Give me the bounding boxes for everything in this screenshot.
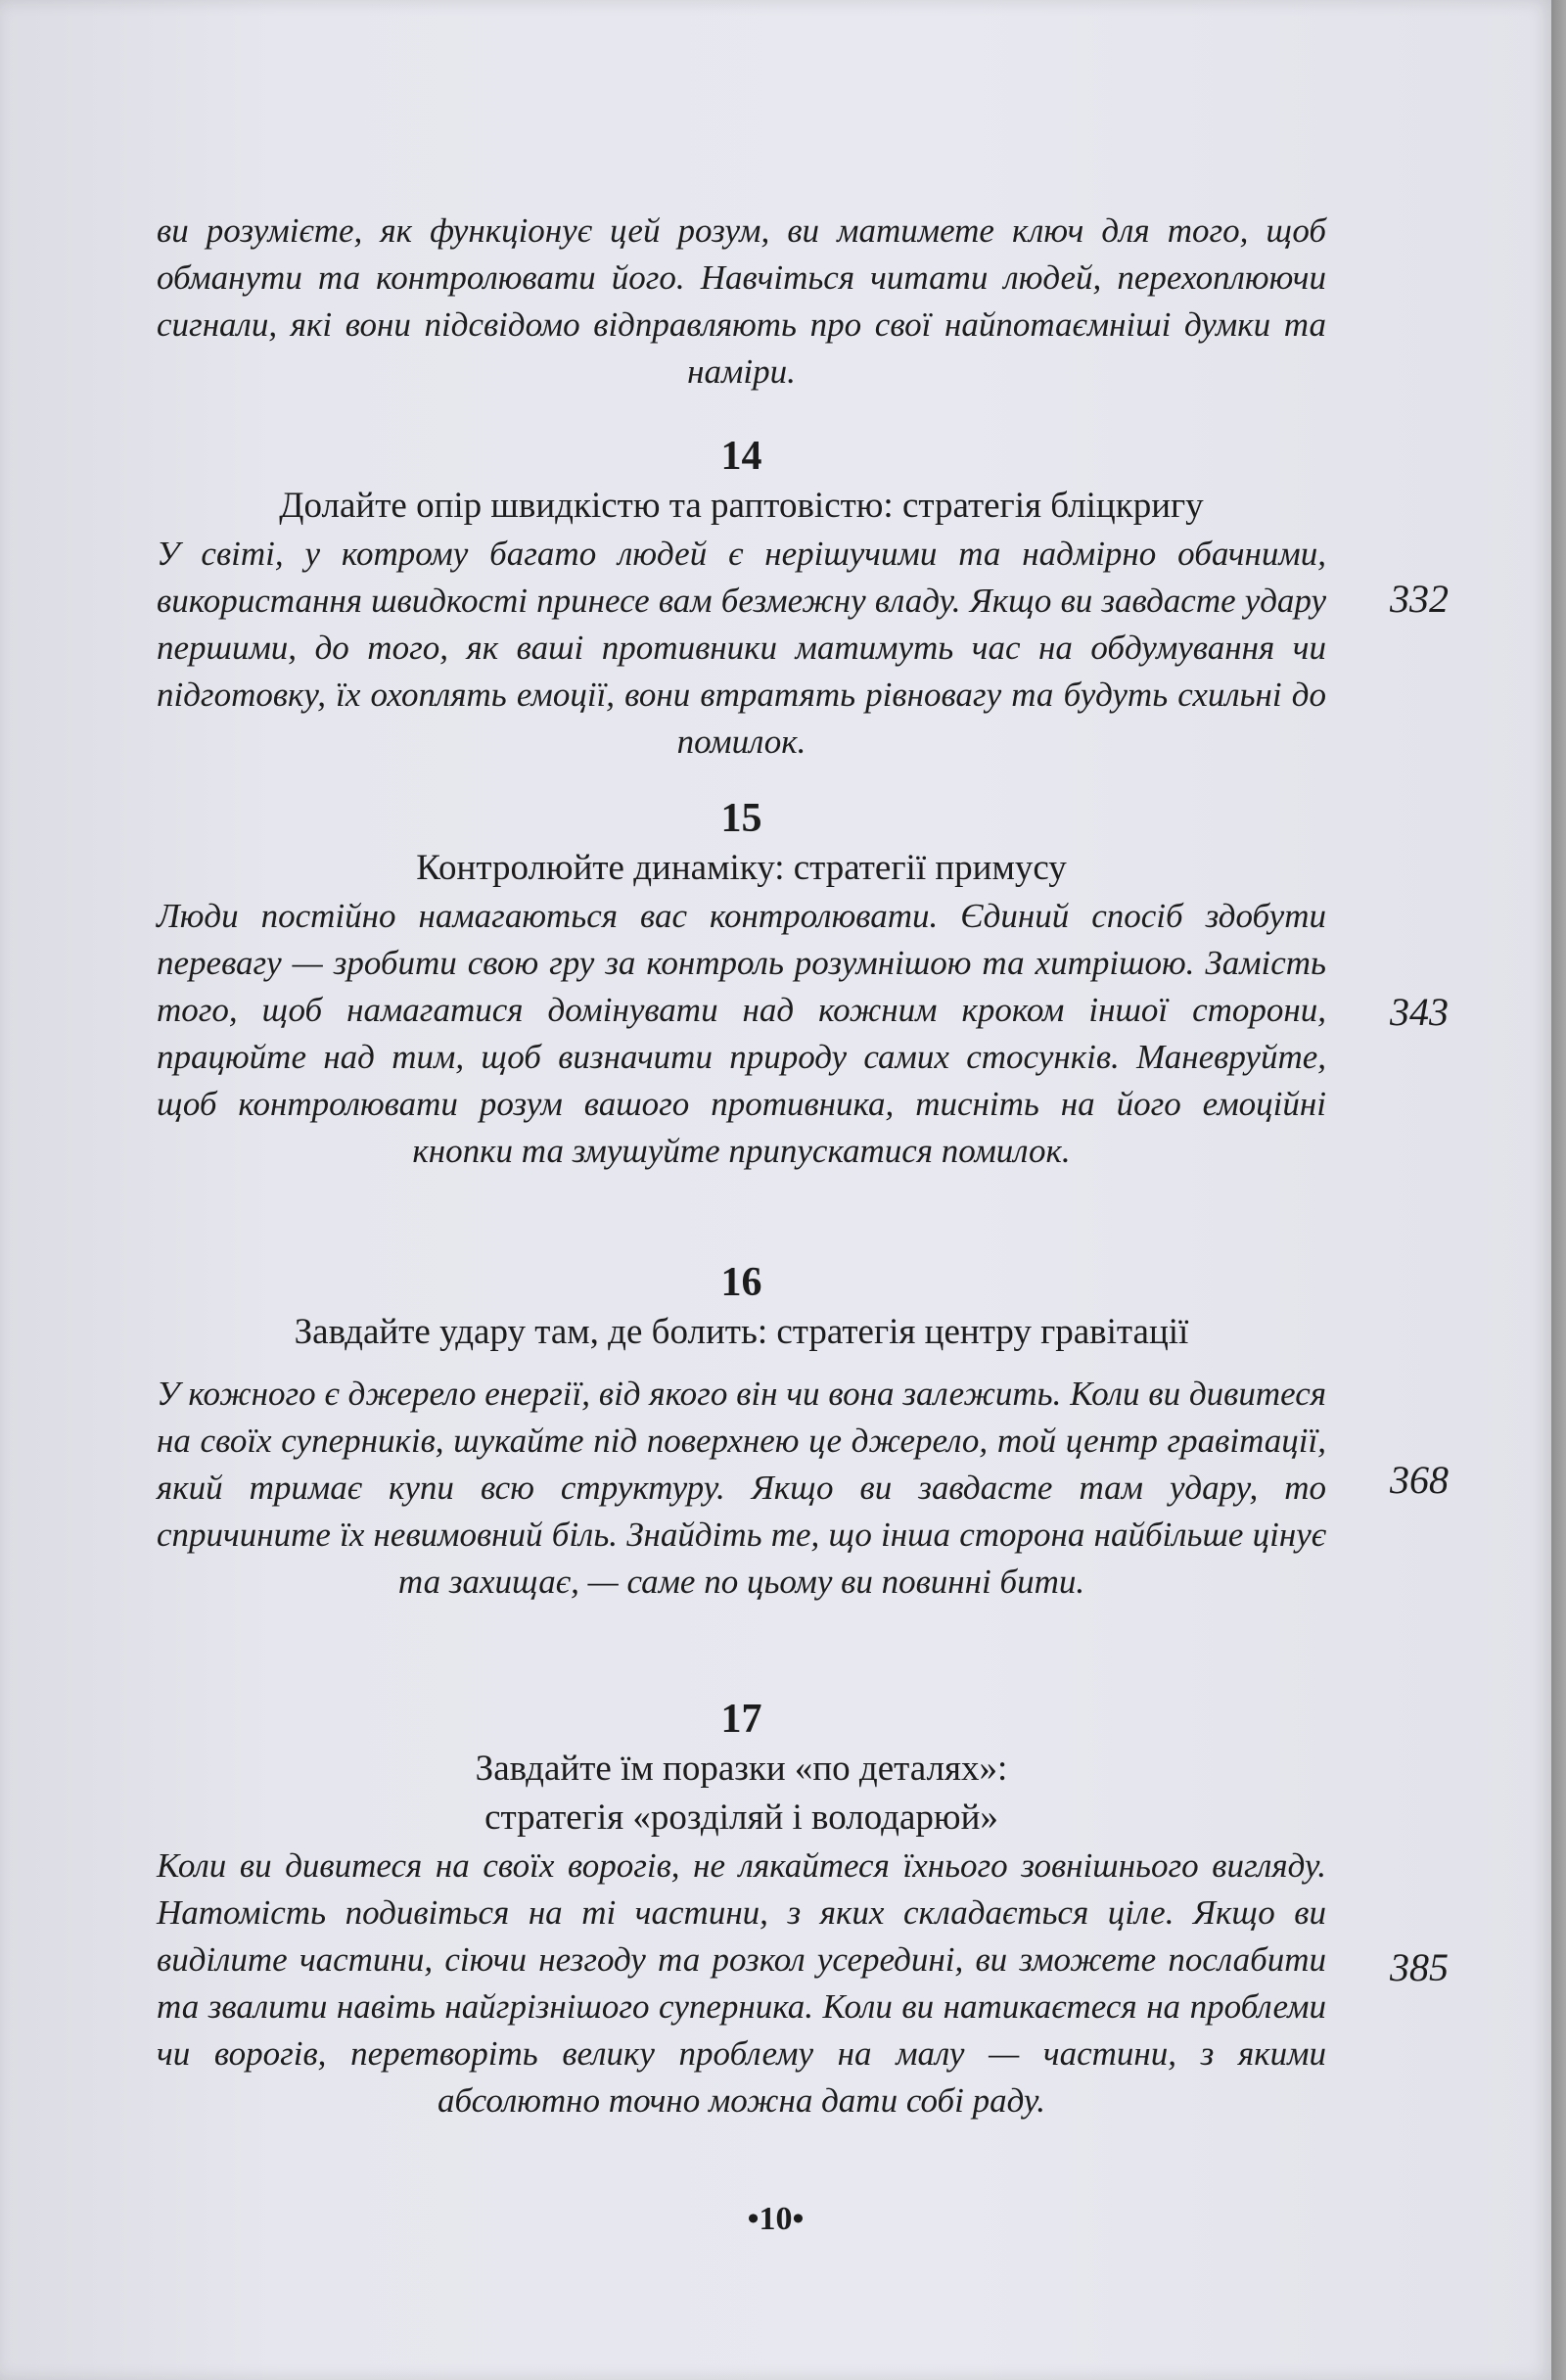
entry-title-line2: стратегія «розділяй і володарюй» xyxy=(484,1797,998,1838)
toc-entry-14[interactable] xyxy=(157,431,1326,766)
entry-number: 15 xyxy=(720,796,762,841)
entry-page-number: 343 xyxy=(1390,990,1449,1034)
entry-page-number: 332 xyxy=(1390,577,1449,621)
entry-number: 17 xyxy=(720,1697,762,1742)
entry-title-line1: Завдайте їм поразки «по деталях»: xyxy=(475,1749,1008,1789)
page-edge xyxy=(1551,0,1566,2380)
entry-page-number: 368 xyxy=(1390,1458,1449,1502)
entry-description: У кожного є джерело енергії, від якого він чи вона залежить. Коли ви дивитеся на своїх суперників, шукайте під поверхнею це джерело, той центр гравітації, який тримає купи всю структуру. Якщо ви завдасте там удару, то спричините їх невимовний біль. Знайдіть те, що інша сторона найбільше цінує та захищає, — саме по цьому ви повинні бити. xyxy=(157,1375,1326,1601)
intro-description: ви розумієте, як функціонує цей розум, ви матимете ключ для того, щоб обманути та контролювати його. Навчіться читати людей, перехоплюючи сигнали, які вони підсвідомо відправляють про свої найпотаємніші думки та наміри. xyxy=(157,211,1326,391)
entry-title: Контролюйте динаміку: стратегії примусу xyxy=(416,848,1067,888)
toc-entry-17[interactable] xyxy=(157,1694,1326,2124)
page-number-footer: •10• xyxy=(747,2201,805,2237)
entry-description: У світі, у котрому багато людей є нерішучими та надмірно обачними, використання швидкості принесе вам безмежну владу. Якщо ви завдасте удару першими, до того, як ваші противники матимуть час на обдумування чи підготовку, їх охоплять емоції, вони втратять рівновагу та будуть схильні до помилок. xyxy=(157,535,1326,761)
entry-page-number: 385 xyxy=(1390,1945,1449,1989)
entry-number: 16 xyxy=(720,1260,762,1305)
entry-title: Долайте опір швидкістю та раптовістю: стратегія бліцкригу xyxy=(279,486,1204,526)
toc-entry-16[interactable] xyxy=(157,1257,1326,1606)
entry-description: Люди постійно намагаються вас контролювати. Єдиний спосіб здобути перевагу — зробити свою гру за контроль розумнішою та хитрішою. Замість того, щоб намагатися домінувати над кожним кроком іншої сторони, працюйте над тим, щоб визначити природу самих стосунків. Маневруйте, щоб контролювати розум вашого противника, тисніть на його емоційні кнопки та змушуйте припускатися помилок. xyxy=(157,897,1326,1170)
intro-block xyxy=(157,208,1326,396)
entry-description: Коли ви дивитеся на своїх ворогів, не лякайтеся їхнього зовнішнього вигляду. Натомість подивіться на ті частини, з яких складається ціле. Якщо ви виділите частини, сіючи незгоду та розкол усередині, ви зможете послабити та звалити навіть найгрізнішого суперника. Коли ви натикаєтеся на проблеми чи ворогів, перетворіть велику проблему на малу — частини, з якими абсолютно точно можна дати собі раду. xyxy=(157,1846,1326,2120)
entry-title: Завдайте удару там, де болить: стратегія центру гравітації xyxy=(294,1312,1189,1352)
toc-entry-15[interactable] xyxy=(157,793,1326,1175)
entry-number: 14 xyxy=(720,434,762,479)
